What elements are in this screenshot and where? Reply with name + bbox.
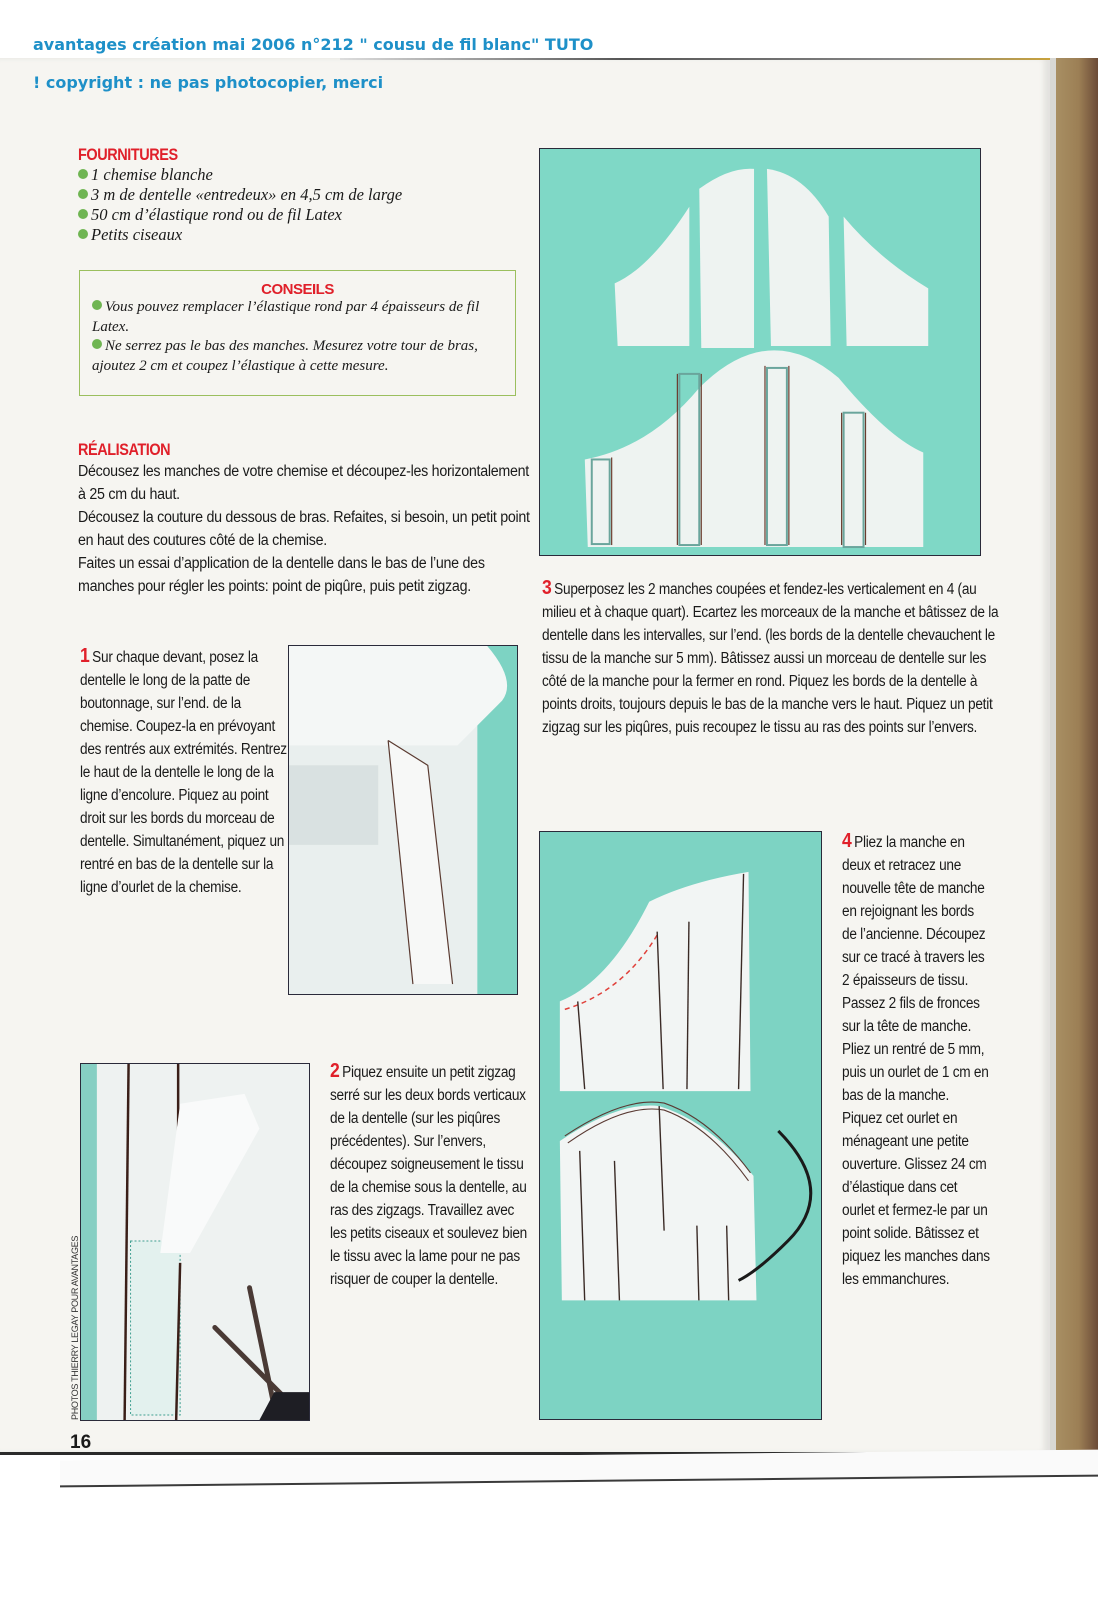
next-page-edge bbox=[1050, 58, 1098, 1453]
realisation-section bbox=[78, 440, 538, 598]
photo-credit: PHOTOS THIERRY LEGAY POUR AVANTAGES bbox=[70, 1235, 80, 1420]
photo-step-2-scissors bbox=[80, 1063, 310, 1421]
step-1 bbox=[80, 645, 290, 899]
bullet-icon bbox=[78, 229, 88, 239]
bullet-icon bbox=[92, 339, 102, 349]
list-item: 50 cm d’élastique rond ou de fil Latex bbox=[78, 205, 498, 225]
overlay-copyright: ! copyright : ne pas photocopier, merci bbox=[33, 73, 384, 92]
step-2 bbox=[330, 1060, 530, 1291]
step-number: 4 bbox=[842, 830, 852, 852]
step-number: 1 bbox=[80, 645, 90, 667]
underlying-page bbox=[60, 1450, 1098, 1488]
step-text: Superposez les 2 manches coupées et fendez-les verticalement en 4 (au milieu et à chaque quart). Ecartez les morceaux de la manche et bâtissez de la dentelle dans les intervalles, sur l’end. (les bords de la dentelle chevauchent le tissu de la manche sur 5 mm). Bâtissez aussi un morceau de dentelle sur les côté de la manche pour la fermer en rond. Piquez les bords de la dentelle à points droits, toujours depuis le bas de la manche vers le haut. Piquez un petit zigzag sur les piqûres, puis recoupez le tissu au ras des points sur l’envers. bbox=[542, 581, 999, 736]
page-top-edge bbox=[340, 58, 1050, 60]
bullet-icon bbox=[78, 189, 88, 199]
conseils-heading: CONSEILS bbox=[261, 281, 334, 298]
paragraph: Faites un essai d’application de la dentelle dans le bas de l’une des manches pour régler les points: point de piqûre, puis petit zigzag. bbox=[78, 555, 485, 595]
overlay-title: avantages création mai 2006 n°212 " cousu de fil blanc" TUTO bbox=[33, 35, 594, 54]
fournitures-section bbox=[78, 145, 498, 245]
step-number: 2 bbox=[330, 1060, 340, 1082]
list-item: 3 m de dentelle «entredeux» en 4,5 cm de large bbox=[78, 185, 498, 205]
paragraph: Décousez la couture du dessous de bras. Refaites, si besoin, un petit point en haut des coutures côté de la chemise. bbox=[78, 509, 530, 549]
realisation-heading: RÉALISATION bbox=[78, 440, 171, 459]
bullet-icon bbox=[78, 209, 88, 219]
step-number: 3 bbox=[542, 577, 552, 599]
fournitures-heading: FOURNITURES bbox=[78, 145, 178, 164]
photo-step-4-sleeve bbox=[539, 831, 822, 1420]
step-3 bbox=[542, 577, 1012, 739]
tip-item: Vous pouvez remplacer l’élastique rond par 4 épaisseurs de fil Latex. bbox=[92, 299, 480, 335]
paragraph: Décousez les manches de votre chemise et découpez-les horizontalement à 25 cm du haut. bbox=[78, 463, 530, 503]
page-number: 16 bbox=[70, 1432, 92, 1453]
tip-item: Ne serrez pas le bas des manches. Mesurez votre tour de bras, ajoutez 2 cm et coupez l’élastique à cette mesure. bbox=[92, 338, 478, 374]
bullet-icon bbox=[92, 300, 102, 310]
step-4 bbox=[842, 830, 992, 1291]
photo-step-1-collar bbox=[288, 645, 518, 995]
bullet-icon bbox=[78, 169, 88, 179]
conseils-box bbox=[79, 270, 516, 396]
list-item: Petits ciseaux bbox=[78, 225, 498, 245]
list-item: 1 chemise blanche bbox=[78, 165, 498, 185]
step-text: Sur chaque devant, posez la dentelle le long de la patte de boutonnage, sur l’end. de la chemise. Coupez-la en prévoyant des rentrés aux extrémités. Rentrez le haut de la dentelle le long de la ligne d’encolure. Piquez au point droit sur les bords du morceau de dentelle. Simultanément, piquez un rentré en bas de la dentelle sur la ligne d’ourlet de la chemise. bbox=[80, 649, 287, 896]
step-text: Pliez la manche en deux et retracez une nouvelle tête de manche en rejoignant les bords de l’ancienne. Découpez sur ce tracé à travers les 2 épaisseurs de tissu. Passez 2 fils de fronces sur la tête de manche. Pliez un rentré de 5 mm, puis un ourlet de 1 cm en bas de la manche. Piquez cet ourlet en ménageant une petite ouverture. Glissez 24 cm d’élastique dans cet ourlet et fermez-le par un point solide. Bâtissez et piquez les manches dans les emmanchures. bbox=[842, 834, 990, 1288]
step-text: Piquez ensuite un petit zigzag serré sur les deux bords verticaux de la dentelle (sur les piqûres précédentes). Sur l’envers, découpez soigneusement le tissu de la chemise sous la dentelle, au ras des zigzags. Travaillez avec les petits ciseaux et soulevez bien le tissu avec la lame pour ne pas risquer de couper la dentelle. bbox=[330, 1064, 527, 1288]
photo-sleeve-pieces bbox=[539, 148, 981, 556]
